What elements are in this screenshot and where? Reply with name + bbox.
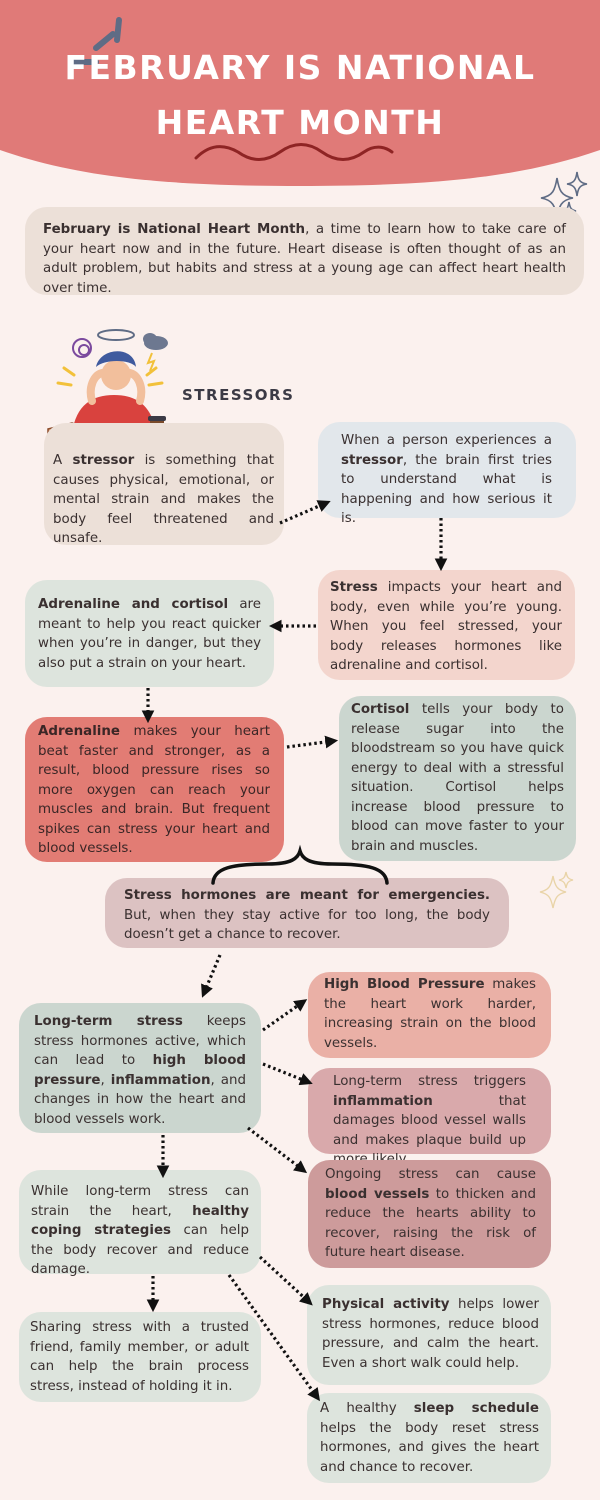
page-title-line2: HEART MONTH: [155, 103, 445, 142]
box-adrenaline: Adrenaline makes your heart beat faster and stronger, as a result, blood pressure rises so more oxygen can reach your muscles and brain. But frequent spikes can stress your heart and blood vessels.: [25, 717, 284, 862]
section-label-stressors: STRESSORS: [182, 386, 295, 404]
box-cortisol: Cortisol tells your body to release sugar into the bloodstream so you have quick energy to deal with a stressful situation. Cortisol helps increase blood pressure to blood can move faster to your brain and muscles.: [339, 696, 576, 861]
arrow-longterm-to-highbp: [263, 1002, 303, 1030]
arrow-longterm-to-vessels: [248, 1128, 303, 1170]
intro-bold: February is National Heart Month: [43, 222, 306, 237]
box-long-term-stress: Long-term stress keeps stress hormones active, which can lead to high blood pressure, inflammation, and changes in how the heart and blood vessels work.: [19, 1003, 261, 1133]
intro-text: , a time to learn how to take care of your heart now and in the future. Heart disease is often thought of as an adult problem, but habits and stress at a young age can affect heart health over time.: [43, 222, 567, 296]
arrow-longterm-to-inflammation: [263, 1064, 308, 1082]
box-stressor-definition: A stressor is something that causes physical, emotional, or mental strain and makes the body feel threatened and unsafe.: [44, 423, 284, 545]
box-inflammation: Long-term stress triggers inflammation that damages blood vessel walls and makes plaque build up: [308, 1068, 551, 1154]
box-coping-strategies: While long-term stress can strain the heart, healthy coping strategies can help the body recover and reduce damage.: [19, 1170, 261, 1274]
arrow-coping-to-physical: [260, 1257, 309, 1302]
box-sleep-schedule: A healthy sleep schedule helps the body reset stress hormones, and gives the heart and chance to recover.: [307, 1393, 551, 1483]
arrow-emergencies-to-longterm: [204, 955, 220, 993]
page-title-line1: FEBRUARY IS NATIONAL: [64, 48, 536, 87]
box-emergencies: Stress hormones are meant for emergencies. But, when they stay active for too long, the body doesn’t get a chance to recover.: [105, 878, 509, 948]
header-banner: [0, 0, 600, 200]
box-high-blood-pressure: High Blood Pressure makes the heart work harder, increasing strain on the blood vessels.: [308, 972, 551, 1058]
box-brain-response: When a person experiences a stressor, the brain first tries to understand what is happening and how serious it is.: [318, 422, 576, 518]
arrow-adrenaline-to-cortisol: [287, 741, 333, 747]
box-adrenaline-cortisol: Adrenaline and cortisol are meant to help you react quicker when you’re in danger, but they also put a strain on your heart.: [25, 580, 274, 687]
intro-box: [25, 207, 584, 295]
box-physical-activity: Physical activity helps lower stress hormones, reduce blood pressure, and calm the heart. Even a short walk could help.: [307, 1285, 551, 1385]
box-stress-impact: Stress impacts your heart and body, even while you’re young. When you feel stressed, your body releases hormones like adrenaline and cortisol.: [318, 570, 575, 680]
arrow-stressor-to-brain: [280, 503, 326, 523]
box-blood-vessels: Ongoing stress can cause blood vessels to thicken and reduce the hearts ability to recover, raising the risk of future heart disease.: [308, 1160, 551, 1268]
box-sharing-stress: Sharing stress with a trusted friend, family member, or adult can help the brain process stress, instead of holding it in.: [19, 1312, 261, 1402]
sparkle-small-icon: [540, 872, 573, 908]
